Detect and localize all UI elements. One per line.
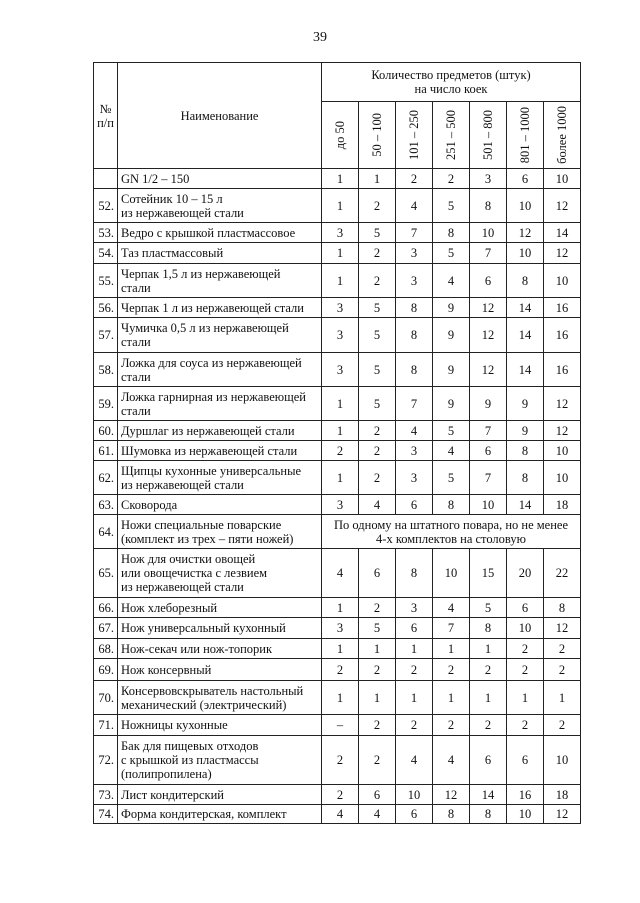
table-row — [94, 805, 581, 824]
quantity-cell: 9 — [507, 387, 544, 421]
quantity-cell: 10 — [433, 549, 470, 598]
item-name: Лист кондитерский — [118, 785, 322, 805]
quantity-cell: 4 — [396, 189, 433, 223]
quantity-cell: 3 — [396, 243, 433, 264]
row-number: 54. — [94, 243, 118, 264]
quantity-cell: 6 — [359, 549, 396, 598]
quantity-cell: 8 — [396, 298, 433, 318]
row-number: 59. — [94, 387, 118, 421]
quantity-cell: 10 — [507, 618, 544, 639]
page-number: 39 — [313, 30, 327, 45]
row-number: 60. — [94, 421, 118, 441]
merged-quantity-note: По одному на штатного повара, но не менее 4-х комплектов на столовую — [322, 515, 581, 549]
quantity-cell: 1 — [359, 681, 396, 715]
row-number: 61. — [94, 441, 118, 461]
quantity-cell: 5 — [433, 243, 470, 264]
table-row — [94, 441, 581, 461]
row-number: 55. — [94, 264, 118, 298]
quantity-cell: 7 — [396, 387, 433, 421]
quantity-cell: 5 — [433, 421, 470, 441]
item-name: Таз пластмассовый — [118, 243, 322, 264]
column-header — [544, 102, 581, 169]
equipment-table — [93, 62, 581, 824]
quantity-cell: 3 — [322, 495, 359, 515]
item-name: Шумовка из нержавеющей стали — [118, 441, 322, 461]
quantity-cell: 8 — [470, 189, 507, 223]
quantity-cell: 5 — [359, 223, 396, 243]
item-name: Сотейник 10 – 15 л из нержавеющей стали — [118, 189, 322, 223]
quantity-cell: 1 — [507, 681, 544, 715]
quantity-cell: 5 — [433, 461, 470, 495]
quantity-cell: 6 — [470, 264, 507, 298]
table-row — [94, 189, 581, 223]
item-name: Дуршлаг из нержавеющей стали — [118, 421, 322, 441]
quantity-cell: 4 — [359, 805, 396, 824]
quantity-cell: 10 — [470, 223, 507, 243]
quantity-cell: 1 — [322, 421, 359, 441]
table-row — [94, 549, 581, 598]
item-name: Ведро с крышкой пластмассовое — [118, 223, 322, 243]
quantity-cell: 9 — [433, 387, 470, 421]
item-name: Консервовскрыватель настольный механический (электрический) — [118, 681, 322, 715]
column-header-label: 501 – 800 — [481, 110, 495, 160]
column-header — [322, 102, 359, 169]
quantity-cell: 10 — [507, 189, 544, 223]
quantity-cell: 1 — [396, 681, 433, 715]
quantity-cell: 1 — [322, 598, 359, 618]
quantity-cell: 9 — [433, 298, 470, 318]
quantity-cell: 12 — [433, 785, 470, 805]
quantity-cell: 1 — [322, 461, 359, 495]
quantity-cell: 1 — [433, 681, 470, 715]
table-row — [94, 681, 581, 715]
quantity-cell: 6 — [507, 169, 544, 189]
quantity-cell: 9 — [470, 387, 507, 421]
quantity-cell: 2 — [359, 264, 396, 298]
quantity-cell: 4 — [322, 805, 359, 824]
table-row — [94, 387, 581, 421]
row-number — [94, 169, 118, 189]
quantity-cell: 14 — [470, 785, 507, 805]
item-name: Черпак 1,5 л из нержавеющей стали — [118, 264, 322, 298]
quantity-cell: 10 — [507, 243, 544, 264]
table-row — [94, 659, 581, 681]
column-header-label: 50 – 100 — [370, 113, 384, 157]
quantity-cell: 3 — [322, 298, 359, 318]
table-row — [94, 715, 581, 736]
quantity-cell: 1 — [470, 639, 507, 659]
quantity-cell: 1 — [322, 264, 359, 298]
quantity-cell: 4 — [433, 598, 470, 618]
quantity-cell: 2 — [359, 736, 396, 785]
quantity-cell: 2 — [322, 659, 359, 681]
quantity-cell: 3 — [396, 461, 433, 495]
quantity-cell: 12 — [544, 805, 581, 824]
quantity-cell: 7 — [470, 461, 507, 495]
quantity-cell: 2 — [544, 715, 581, 736]
row-number: 64. — [94, 515, 118, 549]
quantity-cell: 15 — [470, 549, 507, 598]
table-row — [94, 515, 581, 549]
quantity-cell: 1 — [322, 189, 359, 223]
quantity-cell: 2 — [322, 736, 359, 785]
quantity-cell: 1 — [322, 639, 359, 659]
quantity-cell: 6 — [396, 805, 433, 824]
quantity-cell: 6 — [396, 618, 433, 639]
quantity-cell: 2 — [359, 598, 396, 618]
quantity-cell: 16 — [507, 785, 544, 805]
quantity-cell: 3 — [322, 353, 359, 387]
column-header-label: более 1000 — [555, 106, 569, 164]
quantity-cell: 1 — [322, 387, 359, 421]
item-name: Ложка гарнирная из нержавеющей стали — [118, 387, 322, 421]
quantity-cell: 5 — [359, 318, 396, 353]
quantity-cell: 14 — [544, 223, 581, 243]
quantity-cell: 18 — [544, 495, 581, 515]
quantity-cell: 10 — [544, 461, 581, 495]
quantity-cell: 6 — [470, 736, 507, 785]
quantity-cell: 6 — [507, 598, 544, 618]
quantity-cell: 10 — [544, 169, 581, 189]
quantity-cell: 6 — [507, 736, 544, 785]
quantity-cell: 4 — [433, 441, 470, 461]
quantity-cell: 5 — [359, 387, 396, 421]
quantity-cell: 12 — [544, 618, 581, 639]
quantity-cell: 10 — [396, 785, 433, 805]
header-num — [94, 63, 118, 169]
quantity-cell: 6 — [396, 495, 433, 515]
row-number: 69. — [94, 659, 118, 681]
table-row — [94, 169, 581, 189]
quantity-cell: 22 — [544, 549, 581, 598]
table-row — [94, 223, 581, 243]
quantity-cell: 1 — [322, 681, 359, 715]
quantity-cell: 1 — [359, 639, 396, 659]
quantity-cell: 12 — [470, 318, 507, 353]
table-row — [94, 264, 581, 298]
item-name: Ножницы кухонные — [118, 715, 322, 736]
item-name: Бак для пищевых отходов с крышкой из пластмассы (полипропилена) — [118, 736, 322, 785]
quantity-cell: 20 — [507, 549, 544, 598]
header-name: Наименование — [118, 63, 322, 169]
column-header — [359, 102, 396, 169]
item-name: Ножи специальные поварские (комплект из трех – пяти ножей) — [118, 515, 322, 549]
row-number: 52. — [94, 189, 118, 223]
column-header-label: 101 – 250 — [407, 110, 421, 160]
quantity-cell: 10 — [544, 736, 581, 785]
quantity-cell: 8 — [507, 441, 544, 461]
item-name: Форма кондитерская, комплект — [118, 805, 322, 824]
header-qty-label: Количество предметов (штук) на число коек — [371, 68, 531, 96]
quantity-cell: 2 — [507, 659, 544, 681]
table-row — [94, 243, 581, 264]
quantity-cell: 3 — [396, 441, 433, 461]
quantity-cell: 5 — [359, 353, 396, 387]
quantity-cell: 8 — [396, 549, 433, 598]
table-row — [94, 353, 581, 387]
header-qty — [322, 63, 581, 102]
quantity-cell: 4 — [396, 736, 433, 785]
quantity-cell: 10 — [470, 495, 507, 515]
quantity-cell: 8 — [433, 805, 470, 824]
quantity-cell: 2 — [359, 659, 396, 681]
quantity-cell: 3 — [322, 618, 359, 639]
column-header — [507, 102, 544, 169]
quantity-cell: 8 — [396, 353, 433, 387]
quantity-cell: 9 — [433, 318, 470, 353]
quantity-cell: 4 — [359, 495, 396, 515]
quantity-cell: 2 — [433, 715, 470, 736]
row-number: 67. — [94, 618, 118, 639]
quantity-cell: 1 — [396, 639, 433, 659]
quantity-cell: 2 — [359, 461, 396, 495]
quantity-cell: 10 — [544, 441, 581, 461]
quantity-cell: 2 — [396, 659, 433, 681]
table-row — [94, 421, 581, 441]
quantity-cell: 18 — [544, 785, 581, 805]
table-row — [94, 598, 581, 618]
quantity-cell: 5 — [359, 298, 396, 318]
quantity-cell: 10 — [544, 264, 581, 298]
quantity-cell: 8 — [507, 461, 544, 495]
row-number: 74. — [94, 805, 118, 824]
row-number: 68. — [94, 639, 118, 659]
quantity-cell: 7 — [470, 421, 507, 441]
quantity-cell: 2 — [433, 169, 470, 189]
quantity-cell: 2 — [544, 659, 581, 681]
quantity-cell: 3 — [470, 169, 507, 189]
quantity-cell: 1 — [322, 169, 359, 189]
quantity-cell: 8 — [396, 318, 433, 353]
table-row — [94, 298, 581, 318]
column-header-label: 801 – 1000 — [518, 106, 532, 164]
quantity-cell: 2 — [433, 659, 470, 681]
quantity-cell: 8 — [544, 598, 581, 618]
table-row — [94, 318, 581, 353]
quantity-cell: 1 — [433, 639, 470, 659]
column-header-label: до 50 — [333, 120, 347, 150]
quantity-cell: 16 — [544, 353, 581, 387]
item-name: Ложка для соуса из нержавеющей стали — [118, 353, 322, 387]
quantity-cell: 3 — [322, 318, 359, 353]
quantity-cell: 12 — [507, 223, 544, 243]
quantity-cell: 8 — [433, 495, 470, 515]
item-name: Сковорода — [118, 495, 322, 515]
item-name: Черпак 1 л из нержавеющей стали — [118, 298, 322, 318]
quantity-cell: 6 — [470, 441, 507, 461]
column-header — [470, 102, 507, 169]
quantity-cell: 2 — [359, 189, 396, 223]
item-name: Нож консервный — [118, 659, 322, 681]
quantity-cell: 4 — [322, 549, 359, 598]
quantity-cell: 8 — [470, 618, 507, 639]
column-header-label: 251 – 500 — [444, 110, 458, 160]
item-name: Чумичка 0,5 л из нержавеющей стали — [118, 318, 322, 353]
quantity-cell: 8 — [507, 264, 544, 298]
row-number: 57. — [94, 318, 118, 353]
table-row — [94, 639, 581, 659]
row-number: 56. — [94, 298, 118, 318]
quantity-cell: 6 — [359, 785, 396, 805]
quantity-cell: 10 — [507, 805, 544, 824]
quantity-cell: 12 — [544, 421, 581, 441]
quantity-cell: 12 — [544, 243, 581, 264]
quantity-cell: 12 — [544, 189, 581, 223]
item-name: Нож универсальный кухонный — [118, 618, 322, 639]
quantity-cell: 12 — [470, 298, 507, 318]
quantity-cell: 1 — [544, 681, 581, 715]
quantity-cell: 14 — [507, 298, 544, 318]
quantity-cell: 2 — [359, 243, 396, 264]
quantity-cell: 7 — [433, 618, 470, 639]
table-row — [94, 736, 581, 785]
quantity-cell: 1 — [322, 243, 359, 264]
quantity-cell: 1 — [359, 169, 396, 189]
table-row — [94, 618, 581, 639]
quantity-cell: 8 — [433, 223, 470, 243]
quantity-cell: 2 — [359, 421, 396, 441]
quantity-cell: 5 — [470, 598, 507, 618]
item-name: Нож хлеборезный — [118, 598, 322, 618]
quantity-cell: 2 — [507, 639, 544, 659]
quantity-cell: 4 — [396, 421, 433, 441]
item-name: Нож-секач или нож-топорик — [118, 639, 322, 659]
row-number: 63. — [94, 495, 118, 515]
quantity-cell: 5 — [359, 618, 396, 639]
quantity-cell: 3 — [396, 598, 433, 618]
row-number: 65. — [94, 549, 118, 598]
quantity-cell: 16 — [544, 318, 581, 353]
item-name: Нож для очистки овощей или овощечистка с лезвием из нержавеющей стали — [118, 549, 322, 598]
quantity-cell: 2 — [396, 715, 433, 736]
quantity-cell: 14 — [507, 495, 544, 515]
quantity-cell: 5 — [433, 189, 470, 223]
table-row — [94, 495, 581, 515]
item-name: GN 1/2 – 150 — [118, 169, 322, 189]
quantity-cell: 9 — [507, 421, 544, 441]
row-number: 72. — [94, 736, 118, 785]
row-number: 62. — [94, 461, 118, 495]
quantity-cell: 8 — [470, 805, 507, 824]
row-number: 53. — [94, 223, 118, 243]
table-row — [94, 461, 581, 495]
quantity-cell: 3 — [322, 223, 359, 243]
quantity-cell: 12 — [470, 353, 507, 387]
row-number: 73. — [94, 785, 118, 805]
row-number: 71. — [94, 715, 118, 736]
row-number: 70. — [94, 681, 118, 715]
quantity-cell: 9 — [433, 353, 470, 387]
quantity-cell: 14 — [507, 318, 544, 353]
quantity-cell: 7 — [396, 223, 433, 243]
quantity-cell: 2 — [544, 639, 581, 659]
quantity-cell: 4 — [433, 264, 470, 298]
quantity-cell: 2 — [470, 659, 507, 681]
row-number: 66. — [94, 598, 118, 618]
quantity-cell: 2 — [322, 441, 359, 461]
quantity-cell: 12 — [544, 387, 581, 421]
header-num-label: № п/п — [97, 101, 114, 130]
quantity-cell: 2 — [322, 785, 359, 805]
column-header — [433, 102, 470, 169]
quantity-cell: 1 — [470, 681, 507, 715]
quantity-cell: 2 — [507, 715, 544, 736]
quantity-cell: 16 — [544, 298, 581, 318]
quantity-cell: 2 — [359, 715, 396, 736]
quantity-cell: 2 — [396, 169, 433, 189]
quantity-cell: 2 — [359, 441, 396, 461]
quantity-cell: 7 — [470, 243, 507, 264]
quantity-cell: 4 — [433, 736, 470, 785]
table-row — [94, 785, 581, 805]
quantity-cell: 2 — [470, 715, 507, 736]
quantity-cell: 3 — [396, 264, 433, 298]
row-number: 58. — [94, 353, 118, 387]
quantity-cell: – — [322, 715, 359, 736]
item-name: Щипцы кухонные универсальные из нержавеющей стали — [118, 461, 322, 495]
quantity-cell: 14 — [507, 353, 544, 387]
column-header — [396, 102, 433, 169]
